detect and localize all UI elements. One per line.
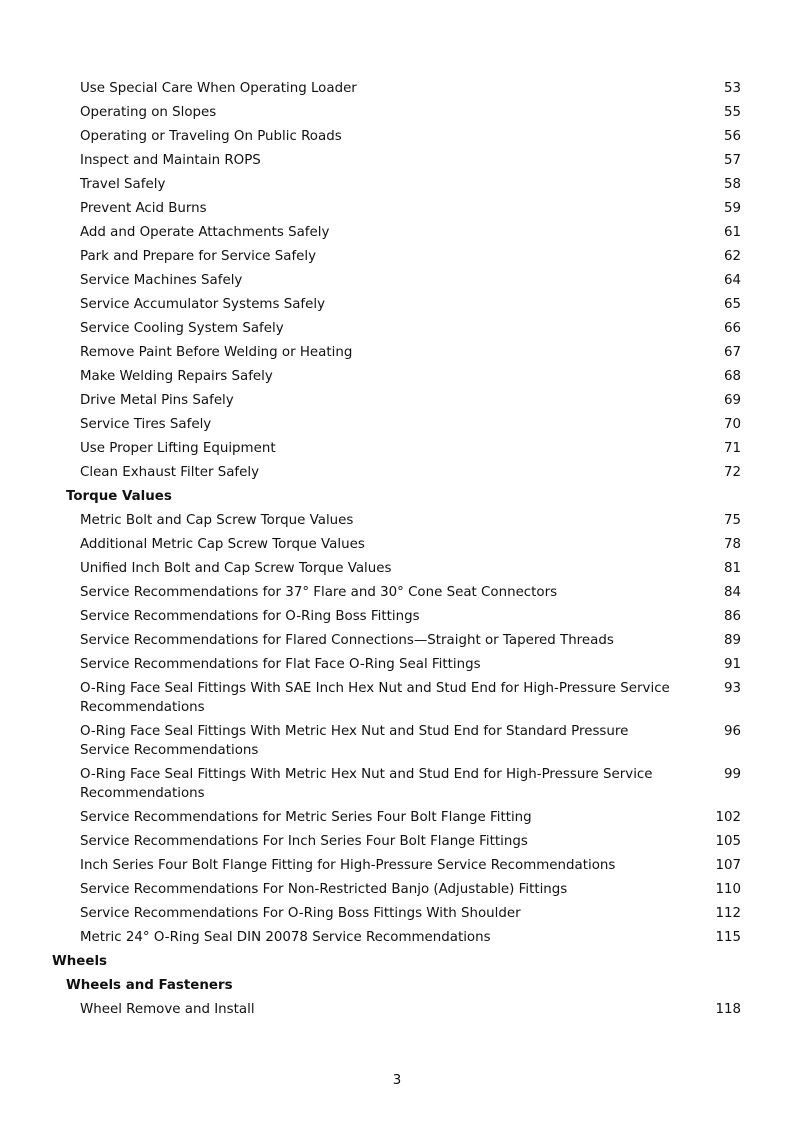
toc-entry[interactable]: [0, 125, 794, 149]
table-of-contents: [0, 77, 794, 1022]
page-number: 3: [392, 1073, 402, 1088]
toc-entry[interactable]: [0, 557, 794, 581]
toc-entry-title: Wheels and Fasteners: [66, 978, 233, 993]
toc-entry-title: Use Special Care When Operating Loader: [80, 81, 357, 96]
toc-entry-title: O-Ring Face Seal Fittings With SAE Inch Hex Nut and Stud End for High-Pressure Service Recommendations: [80, 681, 670, 715]
toc-entry-page: 118: [715, 1002, 741, 1017]
toc-entry[interactable]: [0, 605, 794, 629]
toc-entry[interactable]: [0, 720, 794, 763]
toc-entry[interactable]: [0, 677, 794, 720]
toc-entry-title: Service Recommendations for Metric Series Four Bolt Flange Fitting: [80, 810, 532, 825]
toc-entry-page: 64: [723, 273, 741, 288]
toc-entry[interactable]: [0, 413, 794, 437]
toc-entry-page: 99: [723, 767, 741, 782]
toc-entry[interactable]: [0, 926, 794, 950]
toc-entry-title: O-Ring Face Seal Fittings With Metric Hex Nut and Stud End for Standard Pressure Service Recommendations: [80, 724, 629, 758]
toc-entry-title: Wheel Remove and Install: [80, 1002, 255, 1017]
toc-entry-page: 89: [723, 633, 741, 648]
toc-entry-title: Metric Bolt and Cap Screw Torque Values: [80, 513, 354, 528]
toc-entry-page: 91: [723, 657, 741, 672]
toc-entry-page: 59: [723, 201, 741, 216]
toc-entry-title: Service Recommendations For Inch Series Four Bolt Flange Fittings: [80, 834, 528, 849]
toc-entry-title: Remove Paint Before Welding or Heating: [80, 345, 353, 360]
toc-entry-title: Operating or Traveling On Public Roads: [80, 129, 342, 144]
toc-entry-title: Park and Prepare for Service Safely: [80, 249, 317, 264]
toc-entry[interactable]: [0, 806, 794, 830]
toc-entry-page: 84: [723, 585, 741, 600]
toc-entry-page: 112: [715, 906, 741, 921]
toc-entry-title: Use Proper Lifting Equipment: [80, 441, 276, 456]
toc-section-heading[interactable]: [0, 974, 794, 998]
toc-entry[interactable]: [0, 221, 794, 245]
toc-entry[interactable]: [0, 293, 794, 317]
toc-chapter-heading[interactable]: [0, 950, 794, 974]
toc-entry-page: 61: [723, 225, 741, 240]
toc-entry-page: 110: [715, 882, 741, 897]
toc-entry[interactable]: [0, 854, 794, 878]
toc-entry-title: Travel Safely: [80, 177, 166, 192]
toc-entry[interactable]: [0, 77, 794, 101]
toc-entry-title: Service Machines Safely: [80, 273, 243, 288]
toc-entry[interactable]: [0, 149, 794, 173]
toc-entry-title: Service Recommendations for Flat Face O-Ring Seal Fittings: [80, 657, 481, 672]
toc-entry-title: Inspect and Maintain ROPS: [80, 153, 261, 168]
toc-entry-page: 53: [723, 81, 741, 96]
toc-entry-title: Drive Metal Pins Safely: [80, 393, 234, 408]
toc-entry-page: 56: [723, 129, 741, 144]
toc-entry-title: Clean Exhaust Filter Safely: [80, 465, 260, 480]
toc-entry[interactable]: [0, 269, 794, 293]
toc-entry-title: Inch Series Four Bolt Flange Fitting for High-Pressure Service Recommendations: [80, 858, 616, 873]
toc-entry[interactable]: [0, 509, 794, 533]
toc-entry-page: 70: [723, 417, 741, 432]
toc-entry-page: 69: [723, 393, 741, 408]
toc-entry-page: 75: [723, 513, 741, 528]
toc-entry-page: 72: [723, 465, 741, 480]
toc-entry-title: Metric 24° O-Ring Seal DIN 20078 Service Recommendations: [80, 930, 491, 945]
toc-entry[interactable]: [0, 173, 794, 197]
toc-entry-page: 107: [715, 858, 741, 873]
toc-entry-page: 71: [723, 441, 741, 456]
toc-entry-title: Prevent Acid Burns: [80, 201, 207, 216]
toc-entry-page: 58: [723, 177, 741, 192]
toc-entry-title: Service Cooling System Safely: [80, 321, 284, 336]
toc-entry-title: Wheels: [52, 954, 108, 969]
toc-entry[interactable]: [0, 653, 794, 677]
toc-entry[interactable]: [0, 317, 794, 341]
toc-entry-page: 68: [723, 369, 741, 384]
toc-entry[interactable]: [0, 461, 794, 485]
toc-entry-title: Service Recommendations For Non-Restricted Banjo (Adjustable) Fittings: [80, 882, 568, 897]
toc-entry-page: 65: [723, 297, 741, 312]
toc-entry[interactable]: [0, 878, 794, 902]
toc-entry-title: Make Welding Repairs Safely: [80, 369, 273, 384]
toc-entry[interactable]: [0, 998, 794, 1022]
toc-entry-title: Torque Values: [66, 489, 172, 504]
toc-entry-page: 93: [723, 681, 741, 696]
toc-entry[interactable]: [0, 365, 794, 389]
toc-entry-page: 57: [723, 153, 741, 168]
toc-entry-page: 66: [723, 321, 741, 336]
toc-entry[interactable]: [0, 389, 794, 413]
toc-entry-title: Service Recommendations for O-Ring Boss Fittings: [80, 609, 420, 624]
toc-entry-page: 81: [723, 561, 741, 576]
toc-entry-page: 78: [723, 537, 741, 552]
toc-entry-page: 67: [723, 345, 741, 360]
toc-entry-title: Service Recommendations for 37° Flare and 30° Cone Seat Connectors: [80, 585, 558, 600]
toc-entry-page: 115: [715, 930, 741, 945]
toc-entry[interactable]: [0, 763, 794, 806]
toc-entry-page: 105: [715, 834, 741, 849]
toc-entry-title: Service Tires Safely: [80, 417, 212, 432]
toc-entry-page: 62: [723, 249, 741, 264]
toc-entry-page: 86: [723, 609, 741, 624]
toc-entry[interactable]: [0, 341, 794, 365]
toc-entry[interactable]: [0, 101, 794, 125]
toc-entry[interactable]: [0, 245, 794, 269]
toc-entry-title: Additional Metric Cap Screw Torque Values: [80, 537, 365, 552]
toc-entry[interactable]: [0, 581, 794, 605]
toc-entry-page: 96: [723, 724, 741, 739]
toc-entry-title: Add and Operate Attachments Safely: [80, 225, 330, 240]
toc-entry-title: Service Recommendations For O-Ring Boss Fittings With Shoulder: [80, 906, 521, 921]
toc-entry-page: 102: [715, 810, 741, 825]
toc-entry[interactable]: [0, 197, 794, 221]
toc-entry-title: Operating on Slopes: [80, 105, 217, 120]
toc-entry-title: Service Recommendations for Flared Connections—Straight or Tapered Threads: [80, 633, 614, 648]
toc-entry[interactable]: [0, 437, 794, 461]
toc-entry-page: 55: [723, 105, 741, 120]
toc-entry[interactable]: [0, 533, 794, 557]
toc-entry[interactable]: [0, 629, 794, 653]
toc-section-heading[interactable]: [0, 485, 794, 509]
toc-entry-title: O-Ring Face Seal Fittings With Metric Hex Nut and Stud End for High-Pressure Service Recommendations: [80, 767, 653, 801]
toc-entry[interactable]: [0, 830, 794, 854]
toc-entry-title: Unified Inch Bolt and Cap Screw Torque Values: [80, 561, 392, 576]
toc-entry[interactable]: [0, 902, 794, 926]
toc-entry-title: Service Accumulator Systems Safely: [80, 297, 326, 312]
